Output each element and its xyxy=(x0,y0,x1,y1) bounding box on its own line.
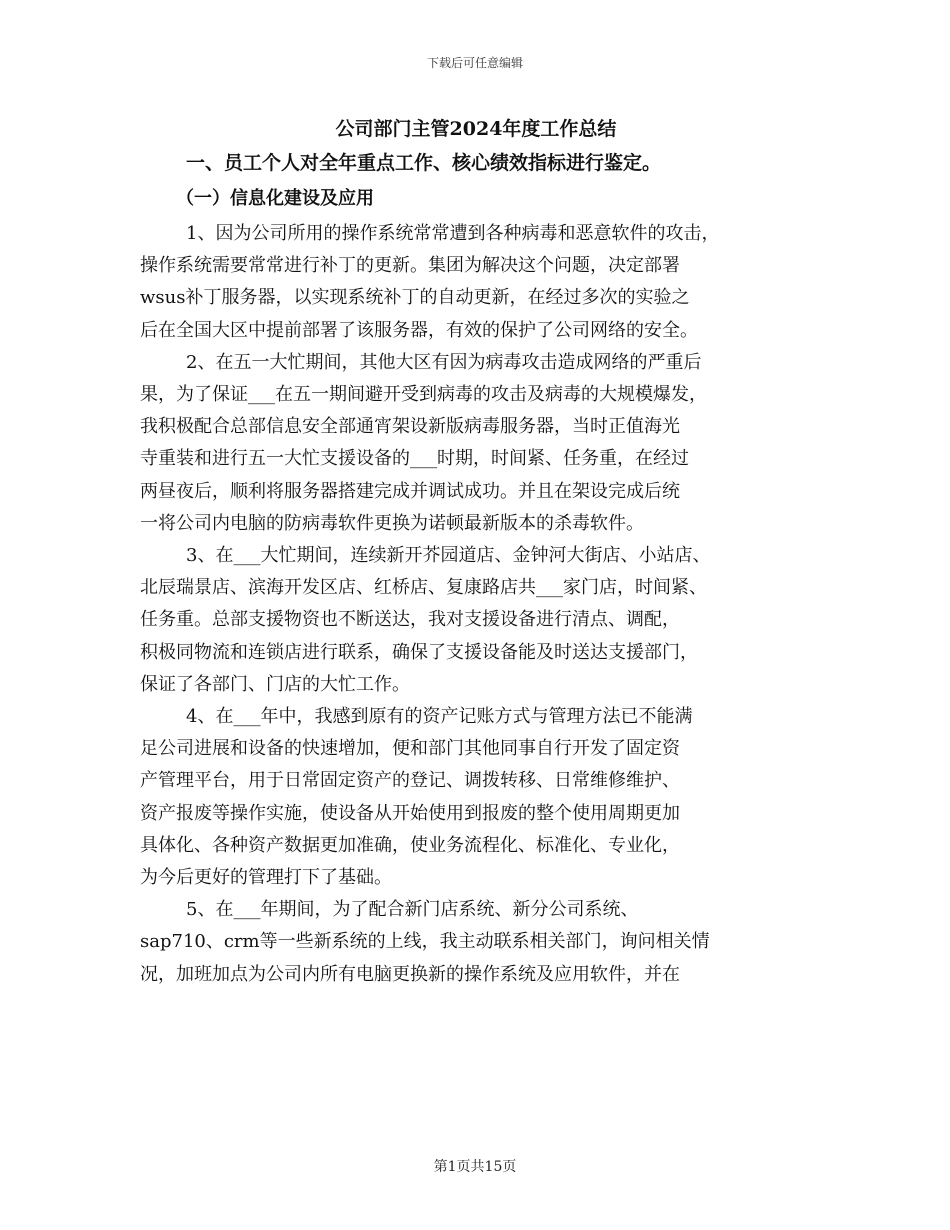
paragraph-line: 资产报废等操作实施，使设备从开始使用到报废的整个使用周期更加 xyxy=(140,802,680,824)
paragraph-line: 积极同物流和连锁店进行联系，确保了支援设备能及时送达支援部门， xyxy=(140,641,698,663)
section-heading: 一、员工个人对全年重点工作、核心绩效指标进行鉴定。 xyxy=(186,152,662,174)
paragraph-line: 果，为了保证___在五一期间避开受到病毒的攻击及病毒的大规模爆发， xyxy=(140,384,707,406)
paragraph-line: 况，加班加点为公司内所有电脑更换新的操作系统及应用软件，并在 xyxy=(140,963,680,985)
paragraph-line: 任务重。总部支援物资也不断送达，我对支援设备进行清点、调配， xyxy=(140,609,680,631)
paragraph-line: 为今后更好的管理打下了基础。 xyxy=(140,867,392,889)
sub-heading: （一）信息化建设及应用 xyxy=(176,188,374,209)
paragraph-line: 产管理平台，用于日常固定资产的登记、调拨转移、日常维修维护、 xyxy=(140,770,680,792)
paragraph-line: 5、在___年期间，为了配合新门店系统、新分公司系统、 xyxy=(186,899,639,921)
document-title: 公司部门主管2024年度工作总结 xyxy=(335,118,617,140)
paragraph-line: 一将公司内电脑的防病毒软件更换为诺顿最新版本的杀毒软件。 xyxy=(140,512,644,534)
paragraph-3 xyxy=(140,540,812,701)
paragraph-line: 4、在___年中，我感到原有的资产记账方式与管理方法已不能满 xyxy=(186,706,693,728)
paragraph-line: 寺重装和进行五一大忙支援设备的___时期，时间紧、任务重，在经过 xyxy=(140,448,689,470)
paragraph-1 xyxy=(140,218,812,347)
page-header-note: 下载后可任意编辑 xyxy=(426,56,523,70)
paragraph-line: wsus补丁服务器，以实现系统补丁的自动更新，在经过多次的实验之 xyxy=(140,287,690,309)
paragraph-2 xyxy=(140,347,812,540)
paragraph-line: 操作系统需要常常进行补丁的更新。集团为解决这个问题，决定部署 xyxy=(140,255,680,277)
paragraph-line: 保证了各部门、门店的大忙工作。 xyxy=(140,673,410,695)
paragraph-4 xyxy=(140,701,812,894)
paragraph-line: 我积极配合总部信息安全部通宵架设新版病毒服务器，当时正值海光 xyxy=(140,416,680,438)
paragraph-line: 北辰瑞景店、滨海开发区店、红桥店、复康路店共___家门店，时间紧、 xyxy=(140,577,707,599)
paragraph-5 xyxy=(140,894,812,991)
paragraph-line: 1、因为公司所用的操作系统常常遭到各种病毒和恶意软件的攻击， xyxy=(186,223,720,244)
document-body xyxy=(140,112,812,991)
paragraph-line: 2、在五一大忙期间，其他大区有因为病毒攻击造成网络的严重后 xyxy=(186,351,702,373)
paragraph-line: 两昼夜后，顺利将服务器搭建完成并调试成功。并且在架设完成后统 xyxy=(140,480,680,502)
paragraph-line: 足公司进展和设备的快速增加，便和部门其他同事自行开发了固定资 xyxy=(140,738,680,760)
page-number-footer: 第1页共15页 xyxy=(433,1159,517,1175)
paragraph-line: 具体化、各种资产数据更加准确，使业务流程化、标准化、专业化， xyxy=(140,834,680,856)
paragraph-line: sap710、crm等一些新系统的上线，我主动联系相关部门，询问相关情 xyxy=(140,931,710,953)
paragraph-line: 3、在___大忙期间，连续新开芥园道店、金钟河大街店、小站店、 xyxy=(186,545,711,567)
paragraph-line: 后在全国大区中提前部署了该服务器，有效的保护了公司网络的安全。 xyxy=(140,319,698,341)
